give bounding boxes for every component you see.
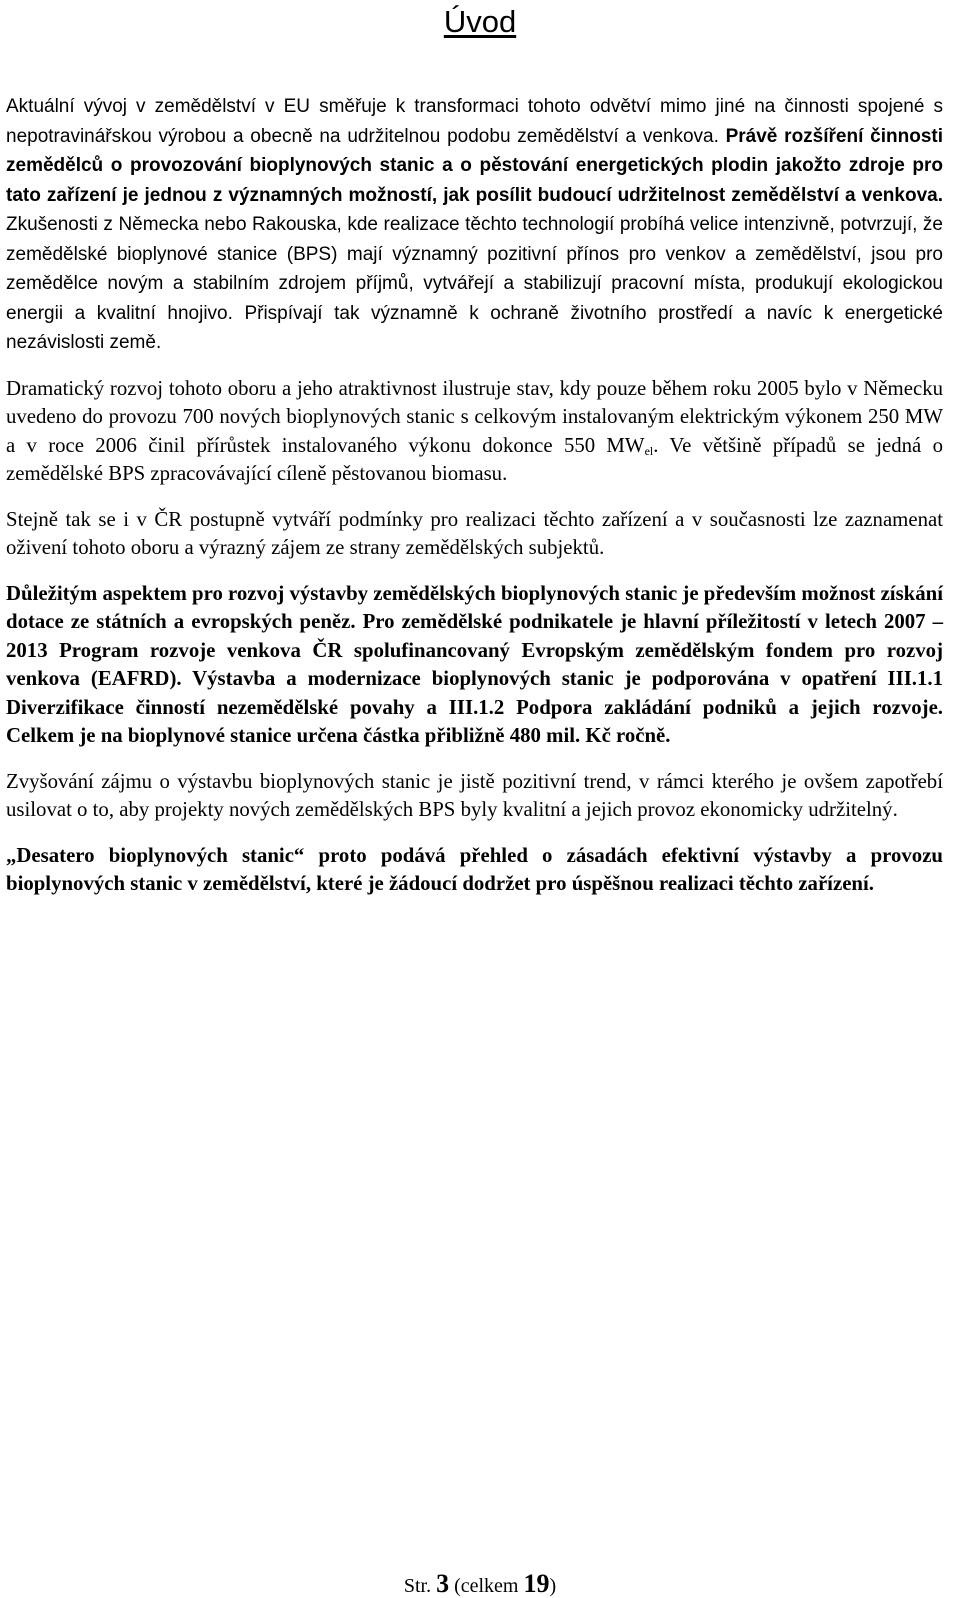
intro-experience: Zkušenosti z Německa nebo Rakouska, kde realizace těchto technologií probíhá velice intenzivně, potvrzují, že zemědělské bioplynové stanice (BPS) mají významný pozitivní přínos pro venkov a zemědělství, jsou pro zemědělce novým a stabilním zdrojem příjmů, vytvářejí a stabilizují pracovní místa, produkují ekologickou energii a kvalitní hnojivo. Přispívají tak významně k ochraně životního prostředí a navíc k energetické nezávislosti země. xyxy=(6,214,943,353)
paragraph-development xyxy=(6,375,943,489)
paragraph-intro xyxy=(6,92,943,358)
development-text-end: . Ve většině případů se jedná o zemědělské BPS zpracovávající cíleně pěstovanou biomasu. xyxy=(6,433,943,485)
intro-sentence: Aktuální vývoj v zemědělství v EU směřuje k transformaci tohoto odvětví mimo jiné na činnosti spojené s nepotravinářskou výrobou a obecně na udržitelnou podobu zemědělství a venkova. xyxy=(6,96,943,147)
paragraph-czech: Stejně tak se i v ČR postupně vytváří podmínky pro realizaci těchto zařízení a v současnosti lze zaznamenat oživení tohoto oboru a výrazný zájem ze strany zemědělských subjektů. xyxy=(6,507,943,559)
document-body xyxy=(6,92,943,916)
footer-middle: (celkem xyxy=(454,1575,519,1597)
intro-emphasis: Právě rozšíření činnosti zemědělců o provozování bioplynových stanic a o pěstování energetických plodin jakožto zdroje pro tato zařízení je jednou z významných možností, jak posílit budoucí udržitelnost zemědělství a venkova. xyxy=(6,125,943,206)
unit-subscript: el xyxy=(644,443,654,458)
development-text: Dramatický rozvoj tohoto oboru a jeho atraktivnost ilustruje stav, kdy pouze během roku 2005 bylo v Německu uvedeno do provozu 700 nových bioplynových stanic s celkovým instalovaným elektrickým výkonem 250 MW a v roce 2006 činil přírůstek instalovaného výkonu dokonce 550 MW xyxy=(6,376,943,457)
footer-total: 19 xyxy=(523,1569,550,1598)
footer-suffix: ) xyxy=(549,1575,557,1597)
paragraph-decalogue: „Desatero bioplynových stanic“ proto podává přehled o zásadách efektivní výstavby a provozu bioplynových stanic v zemědělství, které je žádoucí dodržet pro úspěšnou realizaci těchto zařízení. xyxy=(6,843,943,895)
footer-page-number: 3 xyxy=(436,1569,450,1598)
paragraph-trend: Zvyšování zájmu o výstavbu bioplynových stanic je jistě pozitivní trend, v rámci kterého je ovšem zapotřebí usilovat o to, aby projekty nových zemědělských BPS byly kvalitní a jejich provoz ekonomicky udržitelný. xyxy=(6,769,943,821)
footer-prefix: Str. xyxy=(403,1575,432,1597)
page-title: Úvod xyxy=(443,4,517,39)
page-footer xyxy=(0,1569,960,1598)
paragraph-subsidies: Důležitým aspektem pro rozvoj výstavby zemědělských bioplynových stanic je především možnost získání dotace ze státních a evropských peněz. Pro zemědělské podnikatele je hlavní příležitostí v letech 2007 – 2013 Program rozvoje venkova ČR spolufinancovaný Evropským zemědělským fondem pro rozvoj venkova (EAFRD). Výstavba a modernizace bioplynových stanic je podporována v opatření III.1.1 Diverzifikace činností nezemědělské povahy a III.1.2 Podpora zakládání podniků a jejich rozvoje. Celkem je na bioplynové stanice určena částka přibližně 480 mil. Kč ročně. xyxy=(6,581,943,747)
